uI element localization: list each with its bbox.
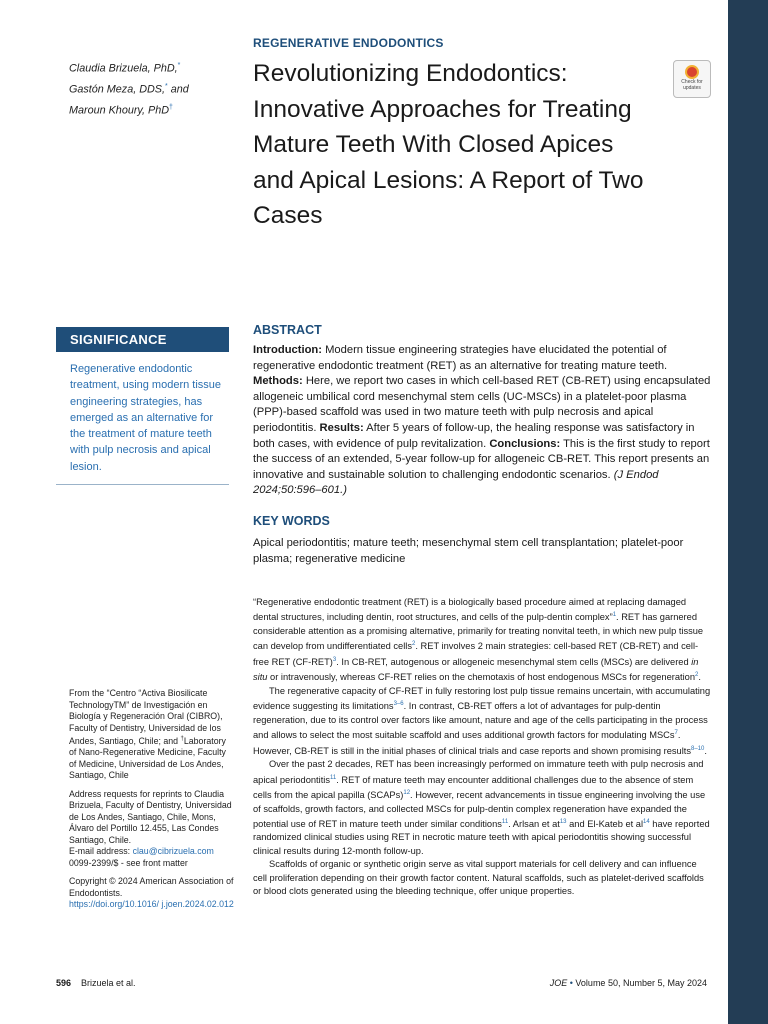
update-check-icon xyxy=(685,65,699,79)
significance-heading: SIGNIFICANCE xyxy=(70,332,167,347)
article-title: Revolutionizing Endodontics: Innovative Approaches for Treating Mature Teeth With Closed Apices and Apical Lesions: A Report of Two Cases xyxy=(253,60,644,229)
abstract-heading: ABSTRACT xyxy=(253,323,322,337)
keywords-text: Apical periodontitis; mature teeth; mesenchymal stem cell transplantation; platelet-poor plasma; regenerative medicine xyxy=(253,537,684,565)
paragraph: Over the past 2 decades, RET has been increasingly performed on immature teeth with pulp necrosis and apical periodontitis$^{11}$. RET of mature teeth may encounter additional challenges due to the absence of stem cells from the apical papilla (SCAPs)$^{12}$. However, recent advancements in tissue engineering involving the use of scaffolds, growth factors, and collected MSCs for pulp-dentin complex regeneration have expanded the potential use of RET in mature teeth under similar conditions$^{11}$. Arlsan et $at^{13}$ and El-Kateb et $al^{14}$ have reported randomized clinical studies using RET in necrotic mature teeth with apical periodontitis showing successful clinical results during 12-month follow-up. xyxy=(253,759,710,856)
keywords-heading: KEY WORDS xyxy=(253,514,330,528)
author-1: Claudia Brizuela, PhD,* xyxy=(69,62,181,75)
reference-link[interactable]: 11 xyxy=(501,818,509,825)
reference-link[interactable]: 8–10 xyxy=(691,745,705,752)
paragraph: “Regenerative endodontic treatment (RET) is a biologically based procedure aimed at replacing damaged dental structures, including dentin, root structures, and cells of the pulp-dentin complex”$^1$. RET has garnered considerable attention as a promising alternative, primarily for treating nonvital teeth, in which new pulp tissue can develop from undifferentiated cells$^2$. RET involves 2 main strategies: cell-based RET (CB-RET) and cell-free RET $(CF-RET)^3$. In CB-RET, autogenous or allogeneic mesenchymal stem cells (MSCs) are delivered in situ or intravenously, whereas CF-RET relies on the chemotaxis of host endogenous MSCs for regeneration$^2$. xyxy=(253,597,704,683)
affiliations-block xyxy=(69,688,234,918)
separator-bullet: • xyxy=(569,978,573,988)
reference-link[interactable]: 2 xyxy=(412,641,416,648)
reference-link[interactable]: 12 xyxy=(403,790,411,797)
footer-left xyxy=(56,978,136,988)
reference-link[interactable]: 11 xyxy=(330,774,337,781)
significance-text: Regenerative endodontic treatment, using modern tissue engineering strategies, has emerged as an alternative for the treatment of mature teeth with pulp necrosis and apical lesion. xyxy=(70,363,222,473)
reference-link[interactable]: 1 xyxy=(612,612,617,619)
journal-name: JOE xyxy=(549,978,568,988)
copyright-notice: Copyright © 2024 American Association of Endodontists. https://doi.org/10.1016/ j.joen.2024.02.012 xyxy=(69,876,234,910)
check-for-updates-badge[interactable] xyxy=(673,60,711,98)
footer-journal xyxy=(550,978,707,988)
badge-label: Check for updates xyxy=(681,79,703,91)
running-author: Brizuela et al. xyxy=(81,978,136,988)
author-list xyxy=(69,57,189,120)
reference-link[interactable]: 3–6 xyxy=(393,701,404,708)
issue-info: Volume 50, Number 5, May 2024 xyxy=(575,978,707,988)
author-affiliation-mark: * xyxy=(177,62,181,69)
doi-link[interactable]: https://doi.org/10.1016/ j.joen.2024.02.012 xyxy=(69,899,234,910)
significance-divider xyxy=(56,484,229,485)
reference-link[interactable]: 7 xyxy=(674,730,678,737)
affiliation-text: From the “Centro “Activa Biosilicate TechnologyTM” de Investigación en Biología y Regeneración Oral (CIBRO), Faculty of Dentistry, Universidad de los Andes, Santiago, Chile; and †Laboratory of Nano-Regenerative Medicine, Faculty of Medicine, Universidad de Los Andes, Santiago, Chile xyxy=(69,688,226,781)
author-3: Maroun Khoury, PhD† xyxy=(69,104,173,117)
email-link[interactable]: clau@cibrizuela.com xyxy=(132,846,214,857)
abstract-text: Introduction: Modern tissue engineering strategies have elucidated the potential of regenerative endodontic treatment (RET) as an alternative for treating mature teeth. Methods: Here, we report two cases in which cell-based RET (CB-RET) using encapsulated allogeneic umbilical cord mesenchymal stem cells (UC-MSCs) in a platelet-poor plasma (PPP)-based scaffold was used in two mature teeth with pulp necrosis and apical periodontitis. Results: After 5 years of follow-up, the healing response was satisfactory in both cases, with evidence of pulp revitalization. Conclusions: This is the first study to report the success of an extended, 5-year follow-up for allogeneic CB-RET. This report presents an innovative and sustainable solution to challenging endodontic scenarios. (J Endod 2024;50:596–601.) xyxy=(253,344,711,497)
body-text xyxy=(253,596,712,898)
reference-link[interactable]: 13 xyxy=(559,818,567,825)
reference-link[interactable]: 14 xyxy=(643,818,650,825)
page-number: 596 xyxy=(56,978,72,988)
paragraph: Scaffolds of organic or synthetic origin serve as vital support materials for cell delivery and can influence cell proliferation depending on their growth factor content. Natural scaffolds, such as platelet-derived scaffolds or blood clots generated using the bleeding technique, offer unique properties. xyxy=(253,859,704,897)
paragraph: The regenerative capacity of CF-RET in fully restoring lost pulp tissue remains uncertain, with accumulating evidence suggesting its limitations$^{3-6}$. In contrast, CB-RET offers a lot of advantages for pulp-dentin regeneration, due to its control over factors like amount, nature and age of the cells participating in the process and allows to select the most suitable scaffold and uses additional growth factors for modulating MSCs$^7$. However, CB-RET is still in the initial phases of clinical trials and case reports and shown promising results$^{8-10}$. xyxy=(253,685,711,756)
author-affiliation-mark: * xyxy=(165,83,168,91)
reference-link[interactable]: 3 xyxy=(332,656,337,663)
decorative-side-strip xyxy=(728,0,768,1024)
author-affiliation-mark: † xyxy=(169,104,173,112)
section-label: REGENERATIVE ENDODONTICS xyxy=(253,36,444,50)
reprint-address: Address requests for reprints to Claudia Brizuela, Faculty of Dentistry, Universidad de Los Andes, Santiago, Chile, Mons, Álvaro del Portillo 12.455, Las Condes Santiago, Chile. E-mail address: clau@cibrizuela.com 0099-2399/$ - see front matter xyxy=(69,788,232,868)
reference-link[interactable]: 2 xyxy=(695,672,699,679)
author-2: Gastón Meza, DDS,* and xyxy=(69,83,189,96)
